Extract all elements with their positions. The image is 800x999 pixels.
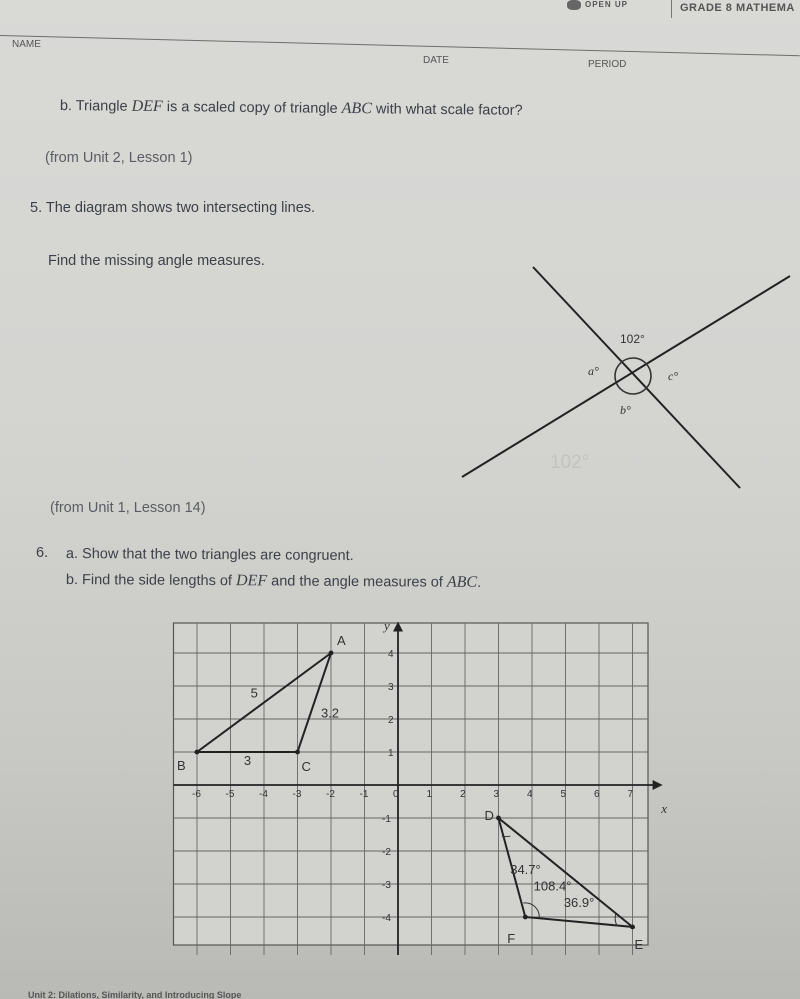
y-tick-label: -1 (382, 814, 391, 825)
x-tick-label: 3 (493, 789, 500, 800)
angle-102-label: 102° (620, 332, 645, 346)
vertex-point-e (630, 925, 635, 930)
vertex-point-f (523, 915, 528, 920)
x-tick-label: -1 (359, 789, 369, 800)
date-label: DATE (423, 55, 449, 66)
vertex-label-d: D (484, 808, 494, 823)
x-tick-label: 1 (426, 789, 433, 800)
x-tick-label: -5 (225, 789, 235, 800)
side-label-ab: 5 (250, 685, 258, 701)
x-tick-label: -2 (326, 789, 335, 800)
question-6a: a. Show that the two triangles are congruent. (65, 546, 354, 565)
publisher-logo: OPEN UP (567, 0, 628, 10)
x-axis-arrow (653, 780, 663, 790)
y-tick-label: 1 (388, 748, 394, 759)
vertex-label-c: C (301, 759, 311, 774)
question-6b: b. Find the side lengths of DEF and the angle measures of ABC. (65, 572, 482, 591)
vertex-point-d (496, 816, 501, 821)
x-tick-label: 4 (527, 789, 533, 800)
q4-source: (from Unit 2, Lesson 1) (45, 150, 193, 166)
question-5-prompt: 5. The diagram shows two intersecting lines. (30, 200, 316, 216)
x-tick-label: 7 (627, 789, 634, 800)
side-label-ac: 3.2 (320, 705, 340, 721)
x-axis-label: x (661, 801, 668, 816)
x-tick-label: 2 (460, 789, 466, 800)
name-label: NAME (12, 39, 41, 50)
page-footer: Unit 2: Dilations, Similarity, and Introducing Slope (28, 990, 242, 999)
y-tick-label: 3 (388, 682, 394, 693)
y-axis-label: y (384, 617, 390, 633)
x-tick-label: 0 (393, 789, 399, 800)
faint-handwritten-answer: 102° (550, 452, 590, 473)
vertex-point-a (329, 651, 334, 656)
y-tick-label: -2 (382, 847, 391, 858)
vertex-label-a: A (337, 633, 346, 648)
vertex-label-f: F (507, 931, 516, 946)
vertex-label-b: B (177, 758, 186, 773)
x-tick-label: 6 (594, 789, 600, 800)
vertex-label-e: E (634, 936, 644, 952)
x-tick-label: -3 (292, 789, 302, 800)
angle-label-e: 36.9° (563, 895, 595, 911)
vertex-point-b (195, 750, 200, 755)
q5-source: (from Unit 1, Lesson 14) (50, 500, 206, 516)
x-tick-label: -4 (259, 789, 268, 800)
y-tick-label: -4 (382, 913, 391, 924)
y-tick-label: 4 (388, 649, 394, 660)
question-6-number: 6. (36, 545, 49, 561)
angle-a-label: a° (588, 364, 599, 378)
angle-b-label: b° (620, 403, 631, 417)
question-4b: b. Triangle DEF is a scaled copy of triangle ABC with what scale factor? (59, 97, 523, 119)
y-tick-label: -3 (382, 880, 391, 891)
x-tick-label: 5 (560, 789, 567, 800)
angle-c-label: c° (668, 369, 679, 383)
x-tick-label: -6 (192, 789, 201, 800)
vertex-point-c (295, 750, 300, 755)
course-title: GRADE 8 MATHEMA (680, 2, 795, 14)
period-label: PERIOD (588, 59, 627, 70)
side-label-bc: 3 (243, 753, 252, 769)
angle-label-d: 34.7° (510, 862, 541, 878)
angle-label-f: 108.4° (533, 878, 572, 894)
y-tick-label: 2 (388, 715, 394, 726)
question-5-instruction: Find the missing angle measures. (48, 253, 265, 269)
